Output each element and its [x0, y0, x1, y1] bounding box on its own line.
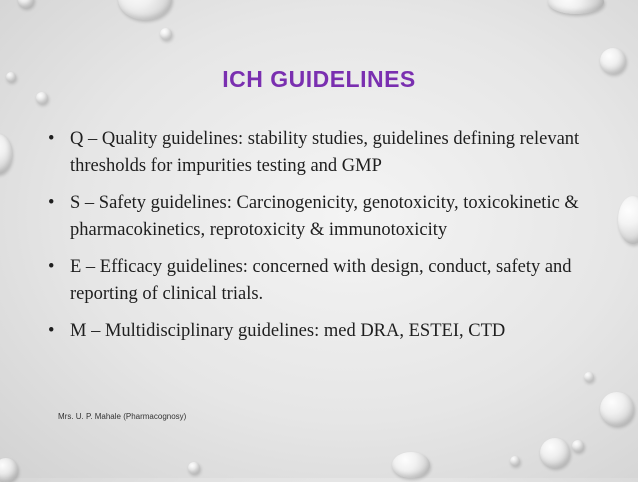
bullet-text: M – Multidisciplinary guidelines: med DRA, ESTEI, CTD: [70, 321, 506, 341]
water-drop-decoration: [600, 392, 634, 426]
bullet-marker: •: [48, 129, 55, 149]
bullet-marker: •: [48, 321, 55, 341]
water-drop-decoration: [0, 134, 12, 174]
water-drop-decoration: [188, 462, 200, 474]
bullet-list: [48, 126, 596, 355]
water-drop-decoration: [548, 0, 604, 14]
slide-footer: Mrs. U. P. Mahale (Pharmacognosy): [58, 412, 187, 421]
water-drop-decoration: [618, 196, 638, 244]
bullet-text: S – Safety guidelines: Carcinogenicity, genotoxicity, toxicokinetic & pharmacokinetics, reprotoxicity & immunotoxicity: [70, 193, 579, 240]
bullet-text: Q – Quality guidelines: stability studies, guidelines defining relevant thresholds for impurities testing and GMP: [70, 129, 580, 176]
water-drop-decoration: [0, 458, 18, 482]
water-drop-decoration: [510, 456, 520, 466]
water-drop-decoration: [584, 372, 594, 382]
slide-title: ICH GUIDELINES: [222, 66, 416, 92]
bullet-item: [48, 126, 596, 180]
bullet-item: [48, 190, 596, 244]
bullet-item: [48, 254, 596, 308]
water-drop-decoration: [572, 440, 584, 452]
water-drop-decoration: [392, 452, 430, 478]
water-drop-decoration: [160, 28, 172, 40]
water-drop-decoration: [18, 0, 34, 8]
bullet-marker: •: [48, 193, 55, 213]
bullet-text: E – Efficacy guidelines: concerned with design, conduct, safety and reporting of clinical trials.: [70, 257, 572, 304]
water-drop-decoration: [118, 0, 172, 20]
bullet-item: [48, 318, 596, 345]
bullet-marker: •: [48, 257, 55, 277]
water-drop-decoration: [540, 438, 570, 468]
water-drop-decoration: [36, 92, 48, 104]
